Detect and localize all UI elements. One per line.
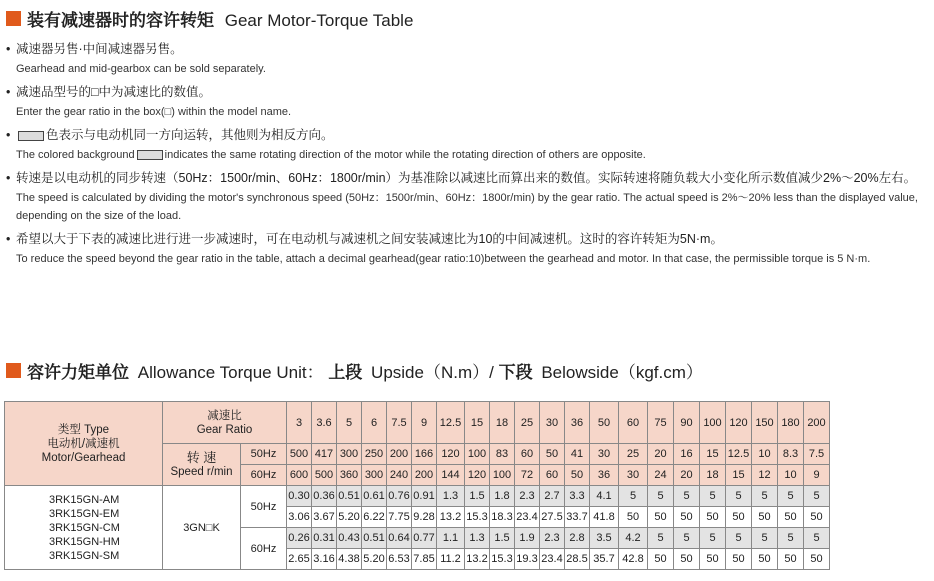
bullet-icon: •	[6, 171, 11, 185]
torque-60-nm-cell: 5	[804, 528, 830, 549]
torque-50-kgf-cell: 41.8	[590, 507, 619, 528]
note-3-cn: • 色表示与电动机同一方向运转，其他则为相反方向。	[6, 128, 334, 142]
torque-50-kgf-cell: 50	[674, 507, 700, 528]
model-name: 3RK15GN-AM	[49, 493, 120, 506]
speed-50-cell: 16	[674, 444, 700, 465]
speed-50-cell: 200	[387, 444, 412, 465]
torque-50-nm-cell: 0.91	[412, 486, 437, 507]
torque-60-kgf-cell: 7.85	[412, 549, 437, 570]
speed-50-cell: 250	[362, 444, 387, 465]
torque-60-nm-cell: 0.64	[387, 528, 412, 549]
ratio-cell: 90	[674, 402, 700, 444]
torque-50-nm-cell: 0.30	[287, 486, 312, 507]
torque-50-nm-cell: 3.3	[565, 486, 590, 507]
torque-50-nm-cell: 5	[752, 486, 778, 507]
torque-60-kgf-cell: 42.8	[619, 549, 648, 570]
hz60-torque-label: 60Hz	[241, 528, 287, 570]
torque-50-nm-cell: 4.1	[590, 486, 619, 507]
torque-50-nm-cell: 2.3	[515, 486, 540, 507]
torque-60-nm-cell: 1.3	[465, 528, 490, 549]
ratio-cell: 12.5	[437, 402, 465, 444]
bullet-icon: •	[6, 85, 11, 99]
ratio-cell: 30	[540, 402, 565, 444]
note-5-en: To reduce the speed beyond the gear ratio in the table, attach a decimal gearhead(gear ratio:10)between the gearhead and motor. In that case, the permissible torque is 5 N·m.	[16, 253, 871, 265]
torque-50-nm-cell: 1.5	[465, 486, 490, 507]
section-title-allowance-torque	[6, 358, 703, 383]
ratio-cell: 5	[337, 402, 362, 444]
speed-60-cell: 30	[619, 465, 648, 486]
speed-60-cell: 10	[778, 465, 804, 486]
model-name: 3RK15GN-CM	[49, 521, 120, 534]
ratio-cell: 3.6	[312, 402, 337, 444]
torque-50-kgf-cell: 50	[726, 507, 752, 528]
torque-50-nm-cell: 1.8	[490, 486, 515, 507]
torque-60-nm-cell: 4.2	[619, 528, 648, 549]
torque-50-kgf-cell: 18.3	[490, 507, 515, 528]
ratio-row	[5, 402, 830, 444]
speed-60-cell: 120	[465, 465, 490, 486]
torque-50-kgf-cell: 5.20	[337, 507, 362, 528]
speed-50-cell: 60	[515, 444, 540, 465]
torque-60-nm-cell: 3.5	[590, 528, 619, 549]
ratio-cell: 25	[515, 402, 540, 444]
torque-60-nm-cell: 1.9	[515, 528, 540, 549]
bullet-icon: •	[6, 42, 11, 56]
speed-50-cell: 25	[619, 444, 648, 465]
torque-50-kgf-cell: 6.22	[362, 507, 387, 528]
hz60-label: 60Hz	[241, 465, 287, 486]
torque-50-kgf-cell: 7.75	[387, 507, 412, 528]
torque-60-kgf-cell: 19.3	[515, 549, 540, 570]
torque-50-kgf-cell: 3.06	[287, 507, 312, 528]
ratio-cell: 180	[778, 402, 804, 444]
torque-50-kgf-cell: 50	[619, 507, 648, 528]
torque-50-kgf-cell: 13.2	[437, 507, 465, 528]
torque-table	[4, 401, 830, 570]
torque-50-kgf-cell: 50	[804, 507, 830, 528]
ratio-cell: 6	[362, 402, 387, 444]
speed-50-cell: 15	[700, 444, 726, 465]
speed-50-cell: 100	[465, 444, 490, 465]
speed-50-cell: 20	[648, 444, 674, 465]
torque-50-kgf-cell: 3.67	[312, 507, 337, 528]
model-name: 3RK15GN-EM	[49, 507, 120, 520]
torque-50-kgf-cell: 27.5	[540, 507, 565, 528]
title-cn-3: 下段	[498, 363, 533, 382]
speed-60-cell: 360	[337, 465, 362, 486]
torque-50-nm-cell: 5	[804, 486, 830, 507]
note-4-en: The speed is calculated by dividing the motor's synchronous speed (50Hz：1500r/min、60Hz：1800r/min) by the gear ratio. The actual speed is 2%～20% less than the displayed value, depending on the size of the load.	[16, 192, 918, 222]
torque-60-kgf-cell: 6.53	[387, 549, 412, 570]
section-title-en: Gear Motor-Torque Table	[224, 11, 414, 30]
note-1-en: Gearhead and mid-gearbox can be sold separately.	[16, 63, 266, 75]
title-cn-2: 上段	[328, 363, 363, 382]
torque-50-nm-cell: 5	[648, 486, 674, 507]
torque-50-kgf-cell: 50	[700, 507, 726, 528]
ratio-cell: 36	[565, 402, 590, 444]
speed-50-cell: 300	[337, 444, 362, 465]
torque-60-kgf-cell: 4.38	[337, 549, 362, 570]
torque-60-kgf-cell: 28.5	[565, 549, 590, 570]
torque-60-nm-cell: 1.1	[437, 528, 465, 549]
speed-60-cell: 144	[437, 465, 465, 486]
bullet-icon: •	[6, 128, 11, 142]
speed-60-cell: 500	[312, 465, 337, 486]
torque-50-nm-cell: 0.36	[312, 486, 337, 507]
torque-60-nm-cell: 0.31	[312, 528, 337, 549]
title-cn-1: 容许力矩单位	[27, 363, 129, 382]
torque-50-nm-cell: 5	[726, 486, 752, 507]
section-title-torque-table	[6, 6, 413, 31]
torque-60-nm-cell: 5	[648, 528, 674, 549]
speed-50-cell: 166	[412, 444, 437, 465]
torque-50-nm-cell: 5	[778, 486, 804, 507]
torque-60-kgf-cell: 50	[674, 549, 700, 570]
gear-ratio-header: 减速比 Gear Ratio	[163, 402, 287, 444]
torque-60-kgf-cell: 50	[752, 549, 778, 570]
torque-60-nm-cell: 0.43	[337, 528, 362, 549]
colored-box-icon	[137, 150, 163, 160]
note-4-cn: • 转速是以电动机的同步转速（50Hz：1500r/min、60Hz：1800r/min）为基准除以减速比而算出来的数值。实际转速将随负载大小变化所示数值减少2%～20%左右。	[6, 171, 917, 185]
torque-60-kgf-cell: 5.20	[362, 549, 387, 570]
speed-60-cell: 18	[700, 465, 726, 486]
note-2-en: Enter the gear ratio in the box(□) within the model name.	[16, 106, 292, 118]
torque-60-kgf-cell: 50	[700, 549, 726, 570]
torque-60-nm-cell: 2.3	[540, 528, 565, 549]
ratio-cell: 120	[726, 402, 752, 444]
speed-50-cell: 7.5	[804, 444, 830, 465]
ratio-cell: 7.5	[387, 402, 412, 444]
speed-50-cell: 83	[490, 444, 515, 465]
speed-50-cell: 417	[312, 444, 337, 465]
torque-table-body	[5, 402, 830, 570]
ratio-cell: 50	[590, 402, 619, 444]
ratio-cell: 3	[287, 402, 312, 444]
torque-50-kgf-cell: 50	[648, 507, 674, 528]
torque-60-nm-cell: 5	[700, 528, 726, 549]
ratio-cell: 200	[804, 402, 830, 444]
ratio-cell: 60	[619, 402, 648, 444]
torque-60-nm-cell: 5	[674, 528, 700, 549]
speed-60-cell: 72	[515, 465, 540, 486]
speed-60-cell: 15	[726, 465, 752, 486]
torque-60-nm-cell: 5	[778, 528, 804, 549]
speed-50-cell: 12.5	[726, 444, 752, 465]
speed-60-cell: 9	[804, 465, 830, 486]
torque-60-kgf-cell: 15.3	[490, 549, 515, 570]
torque-60-nm-cell: 5	[752, 528, 778, 549]
title-en-3: Belowside（kgf.cm）	[541, 363, 703, 382]
torque-50-nm-cell: 1.3	[437, 486, 465, 507]
torque-50-kgf-cell: 50	[778, 507, 804, 528]
speed-50-cell: 41	[565, 444, 590, 465]
bullet-icon: •	[6, 232, 11, 246]
speed-60-cell: 200	[412, 465, 437, 486]
torque-60-kgf-cell: 11.2	[437, 549, 465, 570]
section-title-cn: 装有减速器时的容许转矩	[27, 11, 214, 30]
torque-60-nm-cell: 0.26	[287, 528, 312, 549]
ratio-cell: 9	[412, 402, 437, 444]
torque-50-kgf-cell: 50	[752, 507, 778, 528]
speed-60-cell: 600	[287, 465, 312, 486]
torque-50-kgf-cell: 15.3	[465, 507, 490, 528]
speed-60-cell: 12	[752, 465, 778, 486]
title-en-2: Upside（N.m）/	[371, 363, 494, 382]
torque-60-kgf-cell: 50	[726, 549, 752, 570]
model-list	[5, 486, 163, 570]
torque-50-nm-row	[5, 486, 830, 507]
torque-50-kgf-cell: 33.7	[565, 507, 590, 528]
torque-50-nm-cell: 0.51	[337, 486, 362, 507]
torque-50-nm-cell: 0.61	[362, 486, 387, 507]
speed-60-cell: 24	[648, 465, 674, 486]
ratio-cell: 100	[700, 402, 726, 444]
torque-60-kgf-cell: 50	[804, 549, 830, 570]
torque-60-kgf-cell: 13.2	[465, 549, 490, 570]
model-name: 3RK15GN-SM	[49, 549, 120, 562]
speed-60-cell: 240	[387, 465, 412, 486]
speed-header: 转 速 Speed r/min	[163, 444, 241, 486]
ratio-cell: 15	[465, 402, 490, 444]
speed-50-cell: 10	[752, 444, 778, 465]
speed-50-cell: 120	[437, 444, 465, 465]
torque-60-kgf-cell: 3.16	[312, 549, 337, 570]
note-5-cn: • 希望以大于下表的减速比进行进一步减速时，可在电动机与减速机之间安装减速比为10的中间减速机。这时的容许转矩为5N·m。	[6, 232, 723, 246]
torque-60-nm-cell: 2.8	[565, 528, 590, 549]
note-2-cn: • 减速品型号的□中为减速比的数值。	[6, 85, 212, 99]
speed-60-cell: 60	[540, 465, 565, 486]
note-3-en: The colored background indicates the same rotating direction of the motor while the rotating direction of others are opposite.	[16, 149, 646, 161]
type-header: 类型 Type 电动机/减速机 Motor/Gearhead	[5, 402, 163, 486]
torque-50-nm-cell: 5	[700, 486, 726, 507]
section-marker-icon	[6, 363, 21, 378]
torque-60-nm-cell: 0.51	[362, 528, 387, 549]
model-name: 3RK15GN-HM	[49, 535, 120, 548]
ratio-cell: 150	[752, 402, 778, 444]
colored-box-icon	[18, 131, 44, 141]
speed-60-cell: 100	[490, 465, 515, 486]
torque-60-nm-cell: 5	[726, 528, 752, 549]
torque-60-nm-cell: 1.5	[490, 528, 515, 549]
title-en-1: Allowance Torque Unit：	[137, 363, 324, 382]
speed-60-cell: 50	[565, 465, 590, 486]
torque-60-kgf-cell: 50	[778, 549, 804, 570]
torque-50-kgf-cell: 23.4	[515, 507, 540, 528]
speed-60-cell: 36	[590, 465, 619, 486]
notes-list	[6, 40, 926, 273]
torque-60-kgf-cell: 50	[648, 549, 674, 570]
torque-60-kgf-cell: 35.7	[590, 549, 619, 570]
torque-50-kgf-cell: 9.28	[412, 507, 437, 528]
hz50-label: 50Hz	[241, 444, 287, 465]
section-marker-icon	[6, 11, 21, 26]
speed-50-cell: 50	[540, 444, 565, 465]
torque-50-nm-cell: 5	[619, 486, 648, 507]
hz50-torque-label: 50Hz	[241, 486, 287, 528]
torque-50-nm-cell: 0.76	[387, 486, 412, 507]
note-1-cn: • 减速器另售·中间减速器另售。	[6, 42, 183, 56]
torque-60-kgf-cell: 23.4	[540, 549, 565, 570]
torque-50-nm-cell: 2.7	[540, 486, 565, 507]
speed-60-cell: 300	[362, 465, 387, 486]
speed-50-cell: 30	[590, 444, 619, 465]
ratio-cell: 18	[490, 402, 515, 444]
torque-50-nm-cell: 5	[674, 486, 700, 507]
speed-50-cell: 8.3	[778, 444, 804, 465]
torque-60-kgf-cell: 2.65	[287, 549, 312, 570]
speed-50-cell: 500	[287, 444, 312, 465]
gearhead-model: 3GN□K	[163, 486, 241, 570]
torque-60-nm-cell: 0.77	[412, 528, 437, 549]
speed-60-cell: 20	[674, 465, 700, 486]
ratio-cell: 75	[648, 402, 674, 444]
